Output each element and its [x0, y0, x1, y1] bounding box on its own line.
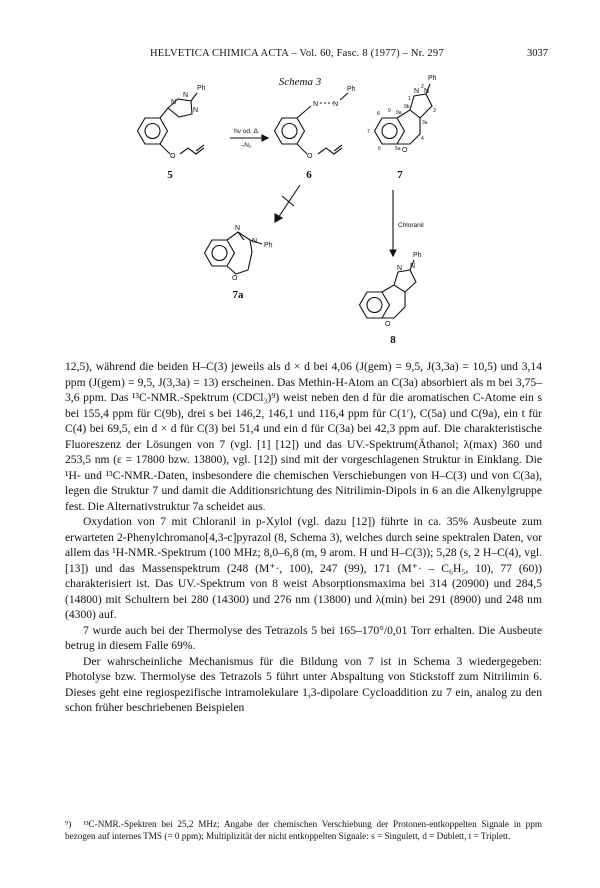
compound-8-label-ph: Ph — [413, 252, 422, 259]
compound-5-benzene-ring — [138, 118, 168, 144]
compound-7-pyrazoline-ring — [410, 94, 432, 118]
compound-5-label-ph: Ph — [197, 85, 206, 92]
numbering-7-pos-3: 3 — [433, 108, 436, 114]
arrow-conditions-label: hν od. Δ — [234, 128, 258, 135]
compound-8-label-o: O — [385, 321, 391, 328]
arrow-nitrogen-loss-label: –N₂ — [240, 142, 252, 149]
compound-7-label-n1: N — [414, 88, 420, 95]
compound-5-c-tetrazole-bond — [160, 108, 168, 118]
compound-5-label-n: N — [171, 99, 177, 106]
compound-7-benzene-ring — [375, 118, 405, 144]
compound-8-label-n1: N — [397, 265, 403, 272]
numbering-7-pos-7: 7 — [367, 129, 370, 135]
chloranil-label: Chloranil — [398, 222, 424, 229]
journal-running-title: HELVETICA CHIMICA ACTA – Vol. 60, Fasc. 8 (1977) – Nr. 297 — [150, 48, 444, 59]
numbering-7-pos-9b: 9b — [404, 104, 410, 110]
compound-5-n-ph-bond — [191, 93, 197, 101]
compound-7a-label-o: O — [232, 275, 238, 282]
compound-number-7: 7 — [397, 169, 403, 181]
compound-number-7a: 7a — [232, 289, 244, 301]
compound-6-label-o: O — [307, 153, 313, 160]
numbering-7-pos-5a: 5a — [395, 146, 401, 152]
compound-7a-label-n1: N — [235, 225, 241, 232]
compound-7-label-n2: N — [424, 88, 430, 95]
scheme-title: Schema 3 — [278, 76, 322, 88]
compound-5-label-n2: N — [183, 92, 189, 99]
numbering-7-pos-9a: 9a — [396, 110, 402, 116]
compound-6-c-o-bond — [297, 144, 307, 154]
photolysis-arrowhead — [262, 135, 268, 141]
compound-6-label-ph: Ph — [347, 86, 356, 93]
compound-6-benzene-ring — [275, 118, 305, 144]
compound-7a-label-n2: N — [252, 238, 258, 245]
compound-6-label-n1: N — [313, 101, 319, 108]
paragraph-mechanism: Der wahrscheinliche Mechanismus für die Bildung von 7 ist in Schema 3 wiedergegeben: Photolyse bzw. Thermolyse des Tetrazols 5 führt unter Abspaltung von Stickstoff zum Nitrilimin 6. Dieses geht eine regiospezifische intramolekulare 1,3-dipolare Cycloaddition zu 7 ein, analog zu den schon früher beschriebenen Beispielen — [65, 654, 542, 714]
compound-6-label-n2: N — [333, 101, 339, 108]
compound-8-label-n2: N — [410, 263, 416, 270]
paragraph-oxidation: Oxydation von 7 mit Chloranil in p-Xylol (vgl. dazu [12]) führte in ca. 35% Ausbeute zum erwarteten 2-Phenylchromano[4,3-c]pyrazol (8, Schema 3), welches durch seine spektralen Daten, vor allem das ¹H-NMR.-Spektrum (100 MHz; 8,0–6,8 (m, 9 arom. H und H–C(3)); 5,28 (s, 2 H–C(4), vgl. [13]) und das Massenspektrum (248 (M⁺·, 100), 247 (99), 171 (M⁺· – C₆H₅, 10), 77 (60)) charakterisiert ist. Das UV.-Spektrum von 8 weist Absorptionsmaxima bei 314 (20900) und 284,5 (14800) mit Schultern bei 280 (14300) und 276 nm (13800) und λ(min) bei 291 (8900) und 248 nm (4300) auf. — [65, 515, 542, 621]
paragraph-thermolysis: 7 wurde auch bei der Thermolyse des Tetrazols 5 bei 165–170°/0,01 Torr erhalten. Die Ausbeute betrug in diesem Falle 69%. — [65, 623, 542, 652]
compound-5-allyl-chain — [180, 148, 204, 154]
compound-6-nitrilimine-bond — [297, 106, 311, 118]
numbering-7-pos-3a: 3a — [422, 120, 428, 126]
compound-8-structure — [360, 260, 417, 318]
numbering-7-pos-2: 2 — [421, 84, 424, 90]
numbering-7-pos-4: 4 — [421, 136, 424, 142]
footnote-text: ¹³C-NMR.-Spektren bei 25,2 MHz; Angabe der chemischen Verschiebung der Protonen-entkoppelten Signale in ppm bezogen auf internes TMS (= 0 ppm); Multiplizität der nicht entkoppelten Signale: s = Singulett, d = Dublett, t = Triplett. — [65, 819, 542, 841]
compound-5-label-n3: N — [193, 107, 199, 114]
footnote-mark: ⁹) — [65, 819, 72, 829]
compound-5-label-o: O — [170, 153, 176, 160]
compound-7a-bridged-ring — [227, 240, 252, 274]
compound-number-5: 5 — [167, 169, 173, 181]
numbering-7-pos-1: 1 — [408, 96, 411, 102]
compound-6-double-bond — [334, 145, 342, 151]
oxidation-arrowhead — [390, 250, 396, 256]
compound-number-6: 6 — [306, 169, 312, 181]
compound-5-c-o-bond — [160, 144, 170, 154]
compound-5-double-bond — [196, 145, 204, 151]
footnote — [65, 819, 542, 842]
reaction-scheme — [0, 0, 600, 355]
compound-7-label-o: O — [402, 147, 408, 154]
numbering-7-pos-8: 8 — [377, 111, 380, 117]
compound-6-n-ph-bond — [340, 93, 348, 100]
compound-7-label-ph: Ph — [428, 75, 437, 82]
compound-7a-label-ph: Ph — [264, 242, 273, 249]
compound-7-aromatic-circle — [382, 124, 397, 139]
compound-6-allyl-chain — [318, 148, 342, 154]
excluded-pathway-arrowhead — [275, 214, 282, 222]
compound-number-8: 8 — [390, 334, 396, 346]
numbering-7-pos-6: 6 — [378, 146, 381, 152]
compound-5-aromatic-circle — [145, 124, 160, 139]
compound-8-benzene-ring — [360, 292, 390, 318]
compound-7a-aromatic-circle — [212, 246, 227, 261]
body-text — [65, 359, 542, 716]
numbering-7-pos-9: 9 — [388, 108, 391, 114]
compound-6-aromatic-circle — [282, 124, 297, 139]
page-number: 3037 — [527, 48, 548, 59]
compound-8-aromatic-circle — [367, 298, 382, 313]
compound-8-pyrazole-ring — [394, 270, 416, 292]
paragraph-nmr-assignment: 12,5), während die beiden H–C(3) jeweils als d × d bei 4,06 (J(gem) = 9,5, J(3,3a) = 10,5) und 3,14 ppm (J(gem) = 9,5, J(3,3a) = 13) erscheinen. Das Methin-H-Atom an C(3a) absorbiert als m bei 3,75–3,6 ppm. Das ¹³C-NMR.-Spektrum (CDCl₃)⁹) weist neben den d für die aromatischen C-Atome ein s bei 155,4 ppm für C(9b), drei s bei 146,2, 146,1 und 116,4 ppm für C(1′), C(5a) und C(9a), ein t für C(4) bei 69,5, ein d × d für C(3) bei 51,4 und ein d für C(3a) bei 42,3 ppm auf. Die charakteristische Fluoreszenz der Lösungen von 7 (vgl. [1] [12]) und das UV.-Spektrum(Äthanol; λ(max) 360 und 253,5 nm (ε = 17800 bzw. 13800), vgl. [12]) sind mit der vorgeschlagenen Struktur in Einklang. Die ¹H- und ¹³C-NMR.-Daten, insbesondere die chemischen Verschiebungen von H–C(3) und von C(3a), legen die Struktur 7 und damit die Additionsrichtung des Nitrilimin-Dipols in 6 an die Alkenylgruppe fest. Die Alternativstruktur 7a scheidet aus. — [65, 360, 542, 513]
compound-7a-benzene-ring — [205, 240, 235, 266]
